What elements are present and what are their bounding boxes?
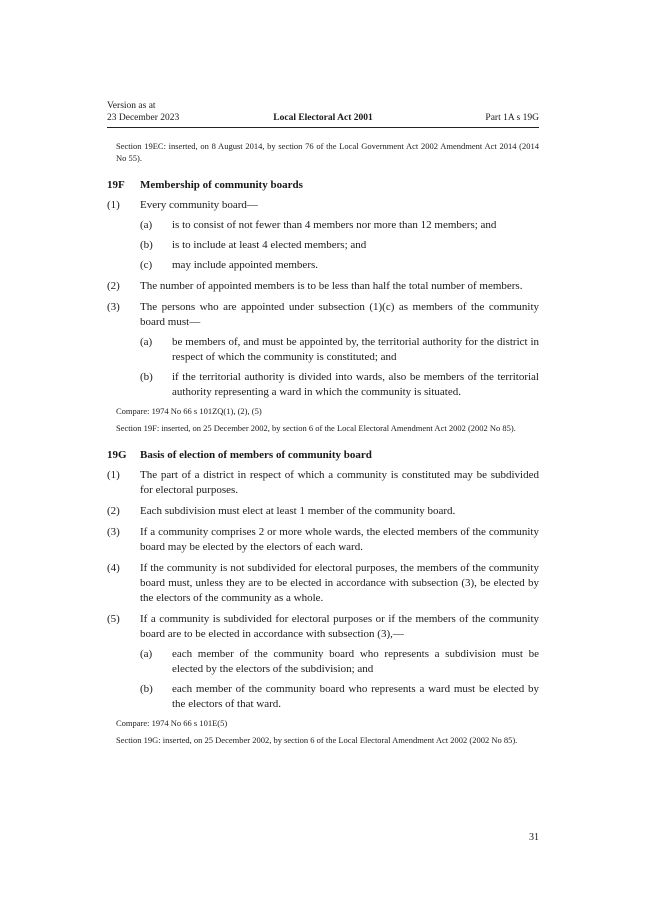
paragraph-label: (a) xyxy=(140,219,153,231)
paragraph-label: (b) xyxy=(140,371,153,383)
subsection-text: The persons who are appointed under subsection (1)(c) as members of the community board must— xyxy=(140,301,539,328)
section-title: Basis of election of members of community board xyxy=(140,449,372,461)
paragraph xyxy=(140,238,539,253)
paragraph-label: (a) xyxy=(140,336,153,348)
subsection xyxy=(107,279,539,294)
subsection-text: The part of a district in respect of which a community is constituted may be subdivided for electoral purposes. xyxy=(140,469,539,496)
part-section-ref: Part 1A s 19G xyxy=(485,113,539,123)
subsection xyxy=(107,504,539,519)
paragraph-text: be members of, and must be appointed by, the territorial authority for the district in respect of which the community is constituted; and xyxy=(172,336,539,363)
section-number: 19F xyxy=(107,179,125,191)
version-label: Version as at xyxy=(107,101,156,111)
subsection-text: Each subdivision must elect at least 1 member of the community board. xyxy=(140,505,456,517)
paragraph-label: (c) xyxy=(140,259,153,271)
section-number: 19G xyxy=(107,449,127,461)
subsection-label: (5) xyxy=(107,613,120,625)
act-title: Local Electoral Act 2001 xyxy=(273,113,373,123)
paragraph xyxy=(140,258,539,273)
version-date: 23 December 2023 xyxy=(107,113,180,123)
subsection-label: (1) xyxy=(107,199,120,211)
subsection-text: Every community board— xyxy=(140,199,258,211)
section-title: Membership of community boards xyxy=(140,179,303,191)
paragraph-label: (a) xyxy=(140,648,153,660)
section-heading-19f xyxy=(107,178,539,192)
paragraph-label: (b) xyxy=(140,683,153,695)
subsection-label: (2) xyxy=(107,505,120,517)
header-divider xyxy=(107,127,539,128)
section-heading-19g xyxy=(107,448,539,462)
paragraph xyxy=(140,682,539,712)
compare-note: Compare: 1974 No 66 s 101ZQ(1), (2), (5) xyxy=(116,406,262,416)
subsection xyxy=(107,561,539,606)
subsection-label: (3) xyxy=(107,301,120,313)
paragraph-text: is to include at least 4 elected members; and xyxy=(172,239,367,251)
page-body xyxy=(107,141,539,746)
paragraph-label: (b) xyxy=(140,239,153,251)
paragraph-text: each member of the community board who represents a subdivision must be elected by the electors of the subdivision; and xyxy=(172,648,539,675)
history-note: Section 19G: inserted, on 25 December 2002, by section 6 of the Local Electoral Amendment Act 2002 (2002 No 85). xyxy=(116,734,518,745)
paragraph xyxy=(140,370,539,400)
history-note: Section 19EC: inserted, on 8 August 2014, by section 76 of the Local Government Act 2002 Amendment Act 2014 (2014 No 55). xyxy=(116,141,539,163)
subsection xyxy=(107,612,539,642)
paragraph-text: each member of the community board who represents a ward must be elected by the electors of that ward. xyxy=(172,683,539,710)
paragraph-text: may include appointed members. xyxy=(172,259,319,271)
paragraph xyxy=(140,647,539,677)
subsection-label: (4) xyxy=(107,562,120,574)
subsection xyxy=(107,300,539,330)
subsection-text: If a community is subdivided for electoral purposes or if the members of the community board are to be elected in accordance with subsection (3),— xyxy=(140,613,539,640)
subsection xyxy=(107,198,539,213)
subsection-label: (1) xyxy=(107,469,120,481)
compare-note: Compare: 1974 No 66 s 101E(5) xyxy=(116,718,228,728)
paragraph xyxy=(140,218,539,233)
subsection-label: (3) xyxy=(107,526,120,538)
paragraph-text: if the territorial authority is divided into wards, also be members of the territorial authority representing a ward in which the community is situated. xyxy=(172,371,539,398)
paragraph-text: is to consist of not fewer than 4 members nor more than 12 members; and xyxy=(172,219,497,231)
subsection-text: If a community comprises 2 or more whole wards, the elected members of the community board may be elected by the electors of each ward. xyxy=(140,526,539,553)
subsection xyxy=(107,525,539,555)
subsection-text: The number of appointed members is to be less than half the total number of members. xyxy=(140,280,523,292)
subsection-text: If the community is not subdivided for electoral purposes, the members of the community board must, unless they are to be elected in accordance with subsection (3), be elected by the electors of the community as a whole. xyxy=(140,562,539,604)
subsection xyxy=(107,468,539,498)
page-number: 31 xyxy=(529,832,539,843)
history-note: Section 19F: inserted, on 25 December 2002, by section 6 of the Local Electoral Amendment Act 2002 (2002 No 85). xyxy=(116,422,516,433)
paragraph xyxy=(140,335,539,365)
subsection-label: (2) xyxy=(107,280,120,292)
